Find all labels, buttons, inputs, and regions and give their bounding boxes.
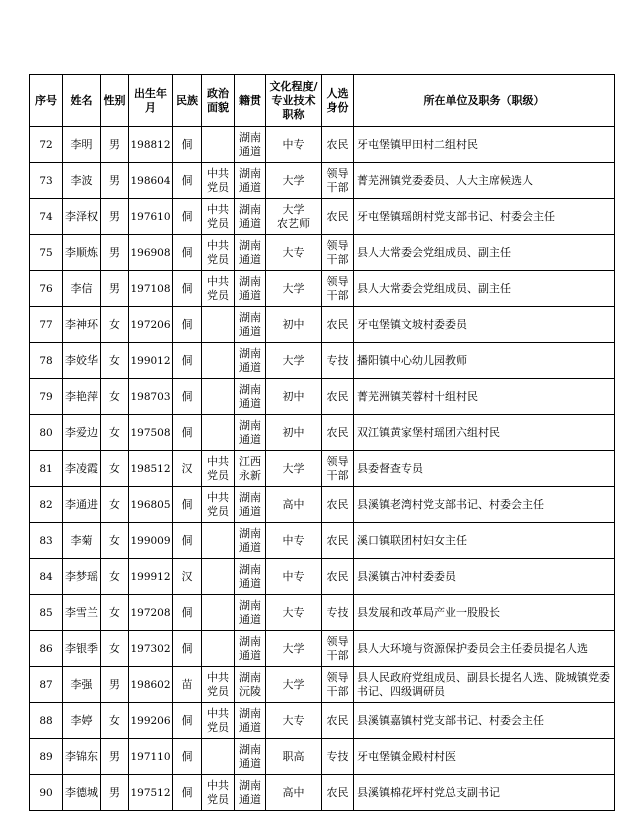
cell-identity: 农民 <box>322 559 354 595</box>
cell-political: 中共 党员 <box>202 487 235 523</box>
cell-political <box>202 415 235 451</box>
table-row <box>30 163 615 199</box>
cell-birth: 199206 <box>129 703 173 739</box>
table-row <box>30 127 615 163</box>
cell-unit-position: 牙屯堡镇瑶朗村党支部书记、村委会主任 <box>354 199 615 235</box>
cell-unit-position: 菁芜洲镇芙蓉村十组村民 <box>354 379 615 415</box>
cell-gender: 女 <box>101 379 129 415</box>
header-education: 文化程度/ 专业技术 职称 <box>266 75 322 127</box>
cell-gender: 男 <box>101 271 129 307</box>
cell-identity: 专技 <box>322 595 354 631</box>
cell-education: 高中 <box>266 775 322 811</box>
header-native-place: 籍贯 <box>235 75 266 127</box>
header-gender: 性别 <box>101 75 129 127</box>
cell-seq: 84 <box>30 559 63 595</box>
cell-unit-position: 县溪镇古冲村委委员 <box>354 559 615 595</box>
cell-seq: 87 <box>30 667 63 703</box>
cell-ethnicity: 侗 <box>173 199 202 235</box>
cell-ethnicity: 侗 <box>173 379 202 415</box>
cell-identity: 农民 <box>322 523 354 559</box>
cell-name: 李波 <box>63 163 101 199</box>
header-identity: 人选 身份 <box>322 75 354 127</box>
cell-gender: 男 <box>101 199 129 235</box>
cell-gender: 男 <box>101 235 129 271</box>
cell-political <box>202 739 235 775</box>
table-row <box>30 703 615 739</box>
cell-native-place: 湖南 通道 <box>235 199 266 235</box>
cell-identity: 农民 <box>322 127 354 163</box>
cell-ethnicity: 侗 <box>173 703 202 739</box>
cell-ethnicity: 侗 <box>173 775 202 811</box>
cell-name: 李顺炼 <box>63 235 101 271</box>
table-row <box>30 631 615 667</box>
cell-political: 中共 党员 <box>202 163 235 199</box>
candidate-roster-table <box>29 74 615 811</box>
cell-birth: 198604 <box>129 163 173 199</box>
table-row <box>30 343 615 379</box>
cell-gender: 男 <box>101 667 129 703</box>
cell-unit-position: 县人大常委会党组成员、副主任 <box>354 235 615 271</box>
cell-identity: 领导 干部 <box>322 451 354 487</box>
cell-ethnicity: 侗 <box>173 343 202 379</box>
table-row <box>30 775 615 811</box>
cell-birth: 196805 <box>129 487 173 523</box>
table-row <box>30 559 615 595</box>
cell-political <box>202 523 235 559</box>
cell-seq: 79 <box>30 379 63 415</box>
cell-gender: 男 <box>101 163 129 199</box>
cell-birth: 197302 <box>129 631 173 667</box>
cell-native-place: 湖南 通道 <box>235 415 266 451</box>
cell-native-place: 湖南 通道 <box>235 343 266 379</box>
cell-gender: 女 <box>101 523 129 559</box>
cell-unit-position: 溪口镇联团村妇女主任 <box>354 523 615 559</box>
cell-unit-position: 牙屯堡镇金殿村村医 <box>354 739 615 775</box>
cell-political <box>202 595 235 631</box>
cell-name: 李雪兰 <box>63 595 101 631</box>
cell-identity: 农民 <box>322 307 354 343</box>
cell-seq: 90 <box>30 775 63 811</box>
cell-seq: 88 <box>30 703 63 739</box>
header-birth: 出生年 月 <box>129 75 173 127</box>
cell-education: 大学 <box>266 667 322 703</box>
cell-education: 大学 <box>266 343 322 379</box>
cell-birth: 199012 <box>129 343 173 379</box>
cell-birth: 198602 <box>129 667 173 703</box>
cell-birth: 198812 <box>129 127 173 163</box>
cell-native-place: 湖南 通道 <box>235 703 266 739</box>
cell-seq: 75 <box>30 235 63 271</box>
cell-identity: 专技 <box>322 343 354 379</box>
cell-political <box>202 559 235 595</box>
cell-name: 李神环 <box>63 307 101 343</box>
cell-seq: 78 <box>30 343 63 379</box>
cell-gender: 女 <box>101 451 129 487</box>
cell-birth: 198703 <box>129 379 173 415</box>
table-row <box>30 487 615 523</box>
table-row <box>30 307 615 343</box>
cell-ethnicity: 侗 <box>173 163 202 199</box>
cell-seq: 74 <box>30 199 63 235</box>
cell-name: 李泽权 <box>63 199 101 235</box>
cell-native-place: 江西 永新 <box>235 451 266 487</box>
cell-political: 中共 党员 <box>202 451 235 487</box>
cell-unit-position: 县溪镇棉花坪村党总支副书记 <box>354 775 615 811</box>
cell-seq: 86 <box>30 631 63 667</box>
cell-unit-position: 县溪镇老湾村党支部书记、村委会主任 <box>354 487 615 523</box>
cell-seq: 80 <box>30 415 63 451</box>
cell-unit-position: 县人大常委会党组成员、副主任 <box>354 271 615 307</box>
cell-name: 李梦瑶 <box>63 559 101 595</box>
cell-native-place: 湖南 通道 <box>235 235 266 271</box>
cell-ethnicity: 侗 <box>173 523 202 559</box>
cell-gender: 女 <box>101 415 129 451</box>
cell-native-place: 湖南 通道 <box>235 271 266 307</box>
cell-identity: 领导 干部 <box>322 163 354 199</box>
cell-seq: 89 <box>30 739 63 775</box>
cell-seq: 83 <box>30 523 63 559</box>
cell-gender: 女 <box>101 595 129 631</box>
header-name: 姓名 <box>63 75 101 127</box>
cell-native-place: 湖南 通道 <box>235 739 266 775</box>
cell-gender: 女 <box>101 307 129 343</box>
cell-native-place: 湖南 通道 <box>235 163 266 199</box>
cell-ethnicity: 侗 <box>173 487 202 523</box>
cell-seq: 81 <box>30 451 63 487</box>
cell-native-place: 湖南 通道 <box>235 379 266 415</box>
cell-identity: 领导 干部 <box>322 631 354 667</box>
cell-name: 李爱边 <box>63 415 101 451</box>
cell-name: 李凌霞 <box>63 451 101 487</box>
cell-seq: 73 <box>30 163 63 199</box>
cell-ethnicity: 侗 <box>173 631 202 667</box>
cell-name: 李通进 <box>63 487 101 523</box>
cell-ethnicity: 侗 <box>173 271 202 307</box>
table-row <box>30 451 615 487</box>
cell-name: 李姣华 <box>63 343 101 379</box>
cell-political: 中共 党员 <box>202 703 235 739</box>
cell-ethnicity: 侗 <box>173 739 202 775</box>
cell-seq: 72 <box>30 127 63 163</box>
cell-identity: 农民 <box>322 775 354 811</box>
cell-identity: 农民 <box>322 379 354 415</box>
cell-unit-position: 县委督查专员 <box>354 451 615 487</box>
cell-unit-position: 牙屯堡镇甲田村二组村民 <box>354 127 615 163</box>
cell-identity: 农民 <box>322 415 354 451</box>
cell-birth: 196908 <box>129 235 173 271</box>
cell-political: 中共 党员 <box>202 235 235 271</box>
cell-political <box>202 379 235 415</box>
cell-education: 中专 <box>266 127 322 163</box>
cell-education: 中专 <box>266 523 322 559</box>
cell-education: 初中 <box>266 307 322 343</box>
cell-native-place: 湖南 通道 <box>235 559 266 595</box>
cell-seq: 77 <box>30 307 63 343</box>
cell-name: 李艳萍 <box>63 379 101 415</box>
cell-education: 职高 <box>266 739 322 775</box>
cell-name: 李菊 <box>63 523 101 559</box>
cell-seq: 82 <box>30 487 63 523</box>
cell-education: 初中 <box>266 379 322 415</box>
cell-birth: 197206 <box>129 307 173 343</box>
cell-identity: 领导 干部 <box>322 667 354 703</box>
cell-gender: 男 <box>101 127 129 163</box>
cell-gender: 女 <box>101 631 129 667</box>
cell-native-place: 湖南 通道 <box>235 487 266 523</box>
cell-name: 李银季 <box>63 631 101 667</box>
table-body <box>30 127 615 811</box>
header-row <box>30 75 615 127</box>
cell-political <box>202 127 235 163</box>
table-row <box>30 739 615 775</box>
cell-identity: 农民 <box>322 199 354 235</box>
cell-native-place: 湖南 沅陵 <box>235 667 266 703</box>
table-row <box>30 271 615 307</box>
cell-birth: 198512 <box>129 451 173 487</box>
cell-identity: 领导 干部 <box>322 271 354 307</box>
cell-birth: 197108 <box>129 271 173 307</box>
cell-ethnicity: 侗 <box>173 595 202 631</box>
cell-gender: 男 <box>101 775 129 811</box>
cell-native-place: 湖南 通道 <box>235 595 266 631</box>
table-row <box>30 415 615 451</box>
cell-identity: 领导 干部 <box>322 235 354 271</box>
cell-unit-position: 县发展和改革局产业一股股长 <box>354 595 615 631</box>
cell-identity: 专技 <box>322 739 354 775</box>
table-row <box>30 595 615 631</box>
table-row <box>30 523 615 559</box>
cell-political: 中共 党员 <box>202 199 235 235</box>
cell-ethnicity: 汉 <box>173 451 202 487</box>
cell-unit-position: 牙屯堡镇文坡村委委员 <box>354 307 615 343</box>
table-row <box>30 379 615 415</box>
cell-education: 大学 农艺师 <box>266 199 322 235</box>
cell-ethnicity: 侗 <box>173 415 202 451</box>
cell-birth: 197110 <box>129 739 173 775</box>
cell-native-place: 湖南 通道 <box>235 775 266 811</box>
cell-education: 大学 <box>266 271 322 307</box>
cell-identity: 农民 <box>322 487 354 523</box>
cell-name: 李婷 <box>63 703 101 739</box>
cell-education: 高中 <box>266 487 322 523</box>
cell-political: 中共 党员 <box>202 271 235 307</box>
header-seq: 序号 <box>30 75 63 127</box>
cell-education: 中专 <box>266 559 322 595</box>
cell-native-place: 湖南 通道 <box>235 127 266 163</box>
cell-gender: 女 <box>101 703 129 739</box>
cell-education: 初中 <box>266 415 322 451</box>
cell-birth: 197610 <box>129 199 173 235</box>
cell-birth: 197208 <box>129 595 173 631</box>
cell-birth: 197508 <box>129 415 173 451</box>
cell-seq: 76 <box>30 271 63 307</box>
cell-education: 大专 <box>266 595 322 631</box>
cell-birth: 197512 <box>129 775 173 811</box>
cell-education: 大学 <box>266 451 322 487</box>
cell-political <box>202 631 235 667</box>
cell-ethnicity: 汉 <box>173 559 202 595</box>
header-political: 政治 面貌 <box>202 75 235 127</box>
cell-native-place: 湖南 通道 <box>235 631 266 667</box>
cell-name: 李德城 <box>63 775 101 811</box>
cell-birth: 199912 <box>129 559 173 595</box>
cell-name: 李强 <box>63 667 101 703</box>
cell-education: 大学 <box>266 163 322 199</box>
cell-birth: 199009 <box>129 523 173 559</box>
cell-education: 大专 <box>266 703 322 739</box>
cell-gender: 女 <box>101 559 129 595</box>
cell-unit-position: 县溪镇嘉镇村党支部书记、村委会主任 <box>354 703 615 739</box>
cell-ethnicity: 苗 <box>173 667 202 703</box>
cell-ethnicity: 侗 <box>173 235 202 271</box>
table-row <box>30 235 615 271</box>
cell-name: 李明 <box>63 127 101 163</box>
cell-political <box>202 343 235 379</box>
cell-native-place: 湖南 通道 <box>235 307 266 343</box>
cell-ethnicity: 侗 <box>173 127 202 163</box>
table-row <box>30 667 615 703</box>
cell-gender: 男 <box>101 739 129 775</box>
cell-ethnicity: 侗 <box>173 307 202 343</box>
cell-gender: 女 <box>101 487 129 523</box>
cell-identity: 农民 <box>322 703 354 739</box>
cell-education: 大学 <box>266 631 322 667</box>
table-header <box>30 75 615 127</box>
cell-unit-position: 双江镇黄家堡村瑶团六组村民 <box>354 415 615 451</box>
cell-unit-position: 县人民政府党组成员、副县长提名人选、陇城镇党委书记、四级调研员 <box>354 667 615 703</box>
table-row <box>30 199 615 235</box>
cell-seq: 85 <box>30 595 63 631</box>
cell-unit-position: 菁芜洲镇党委委员、人大主席候选人 <box>354 163 615 199</box>
cell-unit-position: 县人大环境与资源保护委员会主任委员提名人选 <box>354 631 615 667</box>
cell-native-place: 湖南 通道 <box>235 523 266 559</box>
cell-name: 李信 <box>63 271 101 307</box>
cell-political: 中共 党员 <box>202 775 235 811</box>
header-ethnicity: 民族 <box>173 75 202 127</box>
cell-political <box>202 307 235 343</box>
cell-unit-position: 播阳镇中心幼儿园教师 <box>354 343 615 379</box>
cell-name: 李锦东 <box>63 739 101 775</box>
header-unit-position: 所在单位及职务（职级） <box>354 75 615 127</box>
cell-political: 中共 党员 <box>202 667 235 703</box>
cell-gender: 女 <box>101 343 129 379</box>
cell-education: 大专 <box>266 235 322 271</box>
